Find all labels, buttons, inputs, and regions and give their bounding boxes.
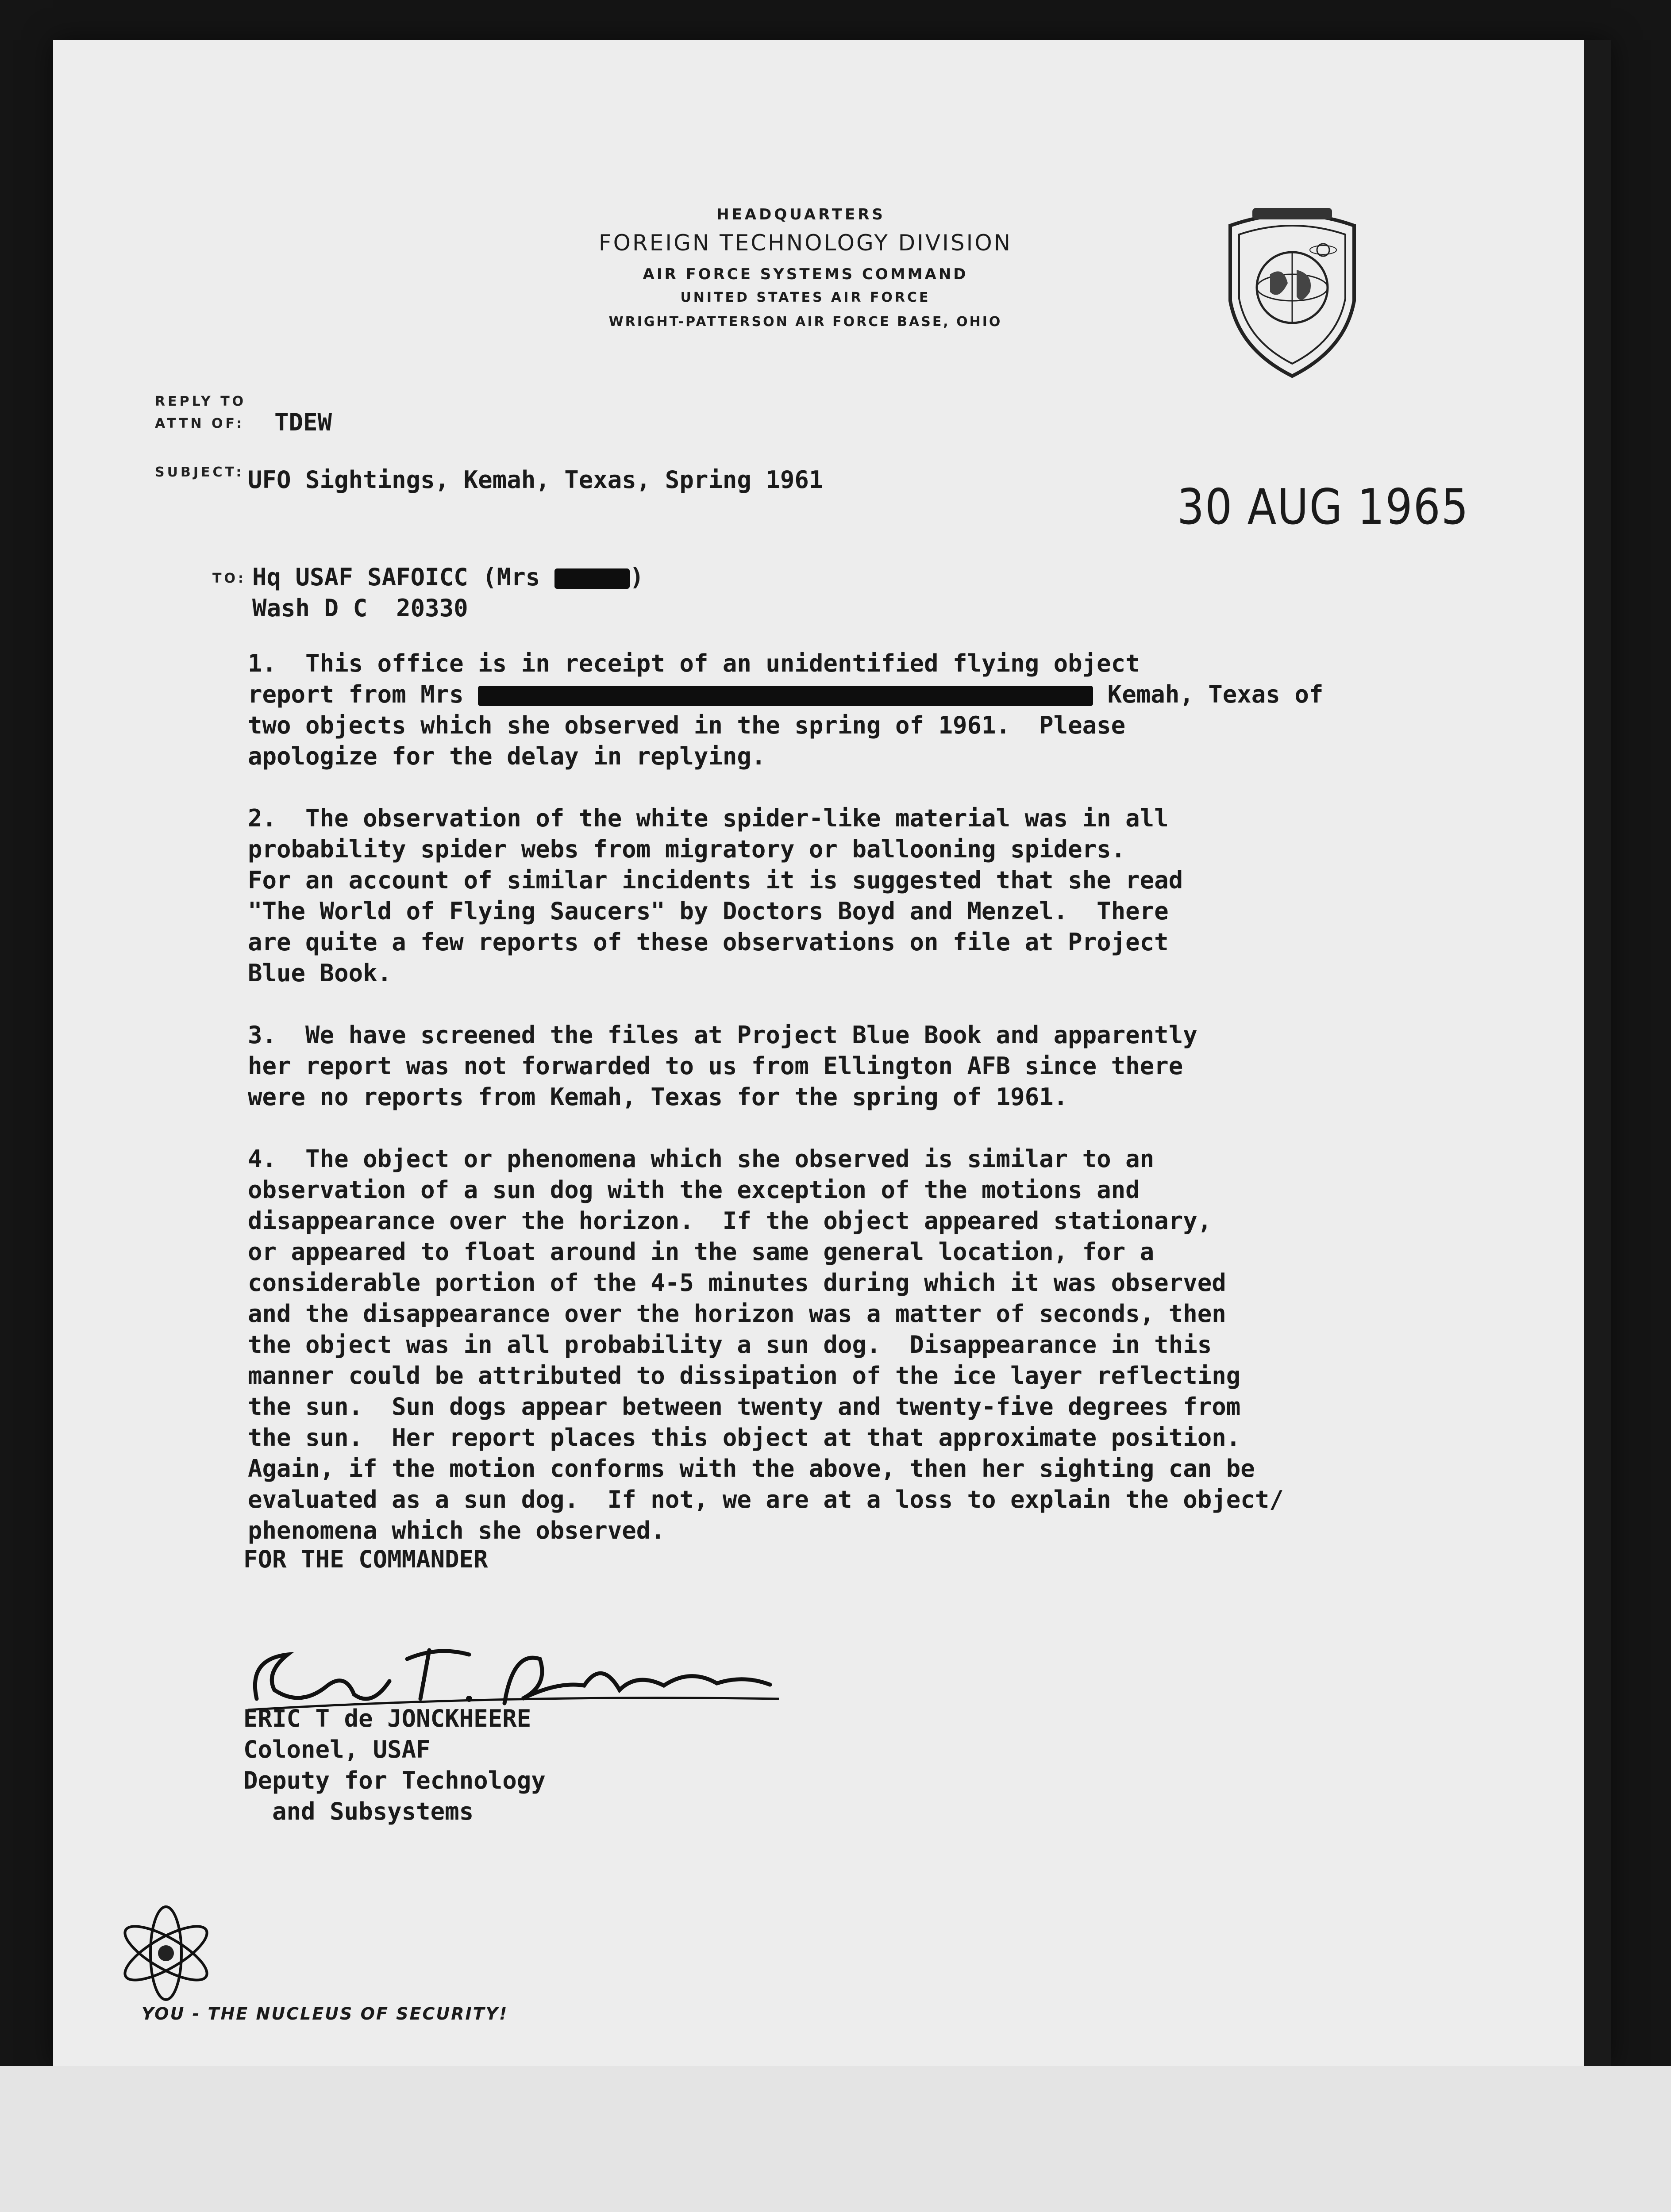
redaction-bar	[554, 568, 630, 589]
paragraph-line: disappearance over the horizon. If the object appeared stationary,	[248, 1207, 1212, 1235]
for-the-commander: FOR THE COMMANDER	[243, 1545, 488, 1573]
letterhead-command: AIR FORCE SYSTEMS COMMAND	[643, 265, 968, 283]
date-stamp: 30 AUG 1965	[1177, 478, 1469, 536]
reply-to-label: REPLY TO	[155, 394, 246, 409]
paragraph-line: the sun. Sun dogs appear between twenty and twenty-five degrees from	[248, 1393, 1241, 1421]
letterhead-address: WRIGHT-PATTERSON AIR FORCE BASE, OHIO	[608, 314, 1002, 330]
division-seal-icon	[1213, 199, 1372, 385]
letterhead-division: FOREIGN TECHNOLOGY DIVISION	[598, 230, 1013, 256]
paragraph-line: manner could be attributed to dissipation of the ice layer reflecting	[248, 1362, 1241, 1390]
paragraph-line: 1. This office is in receipt of an unidentified flying object	[248, 649, 1140, 677]
paragraph-line: "The World of Flying Saucers" by Doctors Boyd and Menzel. There	[248, 897, 1169, 925]
scan-background	[0, 2066, 1671, 2212]
paragraph-line: 2. The observation of the white spider-like material was in all	[248, 804, 1169, 832]
paragraph-fragment: Kemah, Texas of	[1093, 680, 1324, 708]
paragraph-line: considerable portion of the 4-5 minutes during which it was observed	[248, 1269, 1226, 1297]
to-line1-end: )	[629, 563, 644, 591]
paragraph-line: the object was in all probability a sun dog. Disappearance in this	[248, 1331, 1212, 1359]
paragraph-line: two objects which she observed in the spring of 1961. Please	[248, 711, 1126, 739]
signer-title: Deputy for Technology	[243, 1767, 546, 1794]
atom-icon	[115, 1902, 217, 2004]
film-edge	[1584, 40, 1611, 2066]
paragraph-line: Blue Book.	[248, 959, 392, 987]
to-city: Wash D C 20330	[252, 594, 468, 622]
paragraph-line: the sun. Her report places this object at that approximate position.	[248, 1424, 1241, 1452]
to-line1: Hq USAF SAFOICC (Mrs	[252, 563, 554, 591]
paragraph-line: are quite a few reports of these observations on file at Project	[248, 928, 1169, 956]
paragraph-line: For an account of similar incidents it is suggested that she read	[248, 866, 1183, 894]
letterhead-headquarters: HEADQUARTERS	[716, 206, 886, 223]
paragraph-line: phenomena which she observed.	[248, 1517, 665, 1544]
paragraph-line: were no reports from Kemah, Texas for the spring of 1961.	[248, 1083, 1068, 1111]
paragraph-1	[248, 648, 1421, 772]
letterhead-service: UNITED STATES AIR FORCE	[680, 290, 931, 305]
letter-page	[53, 40, 1611, 2066]
signature-block	[243, 1703, 546, 1827]
paragraph-line: and the disappearance over the horizon was a matter of seconds, then	[248, 1300, 1226, 1328]
paragraph-line: probability spider webs from migratory or ballooning spiders.	[248, 835, 1126, 863]
attn-of-label: ATTN OF:	[155, 416, 245, 431]
subject-label: SUBJECT:	[155, 465, 244, 480]
paragraph-line: 3. We have screened the files at Project Blue Book and apparently	[248, 1021, 1197, 1049]
paragraph-line: 4. The object or phenomena which she observed is similar to an	[248, 1145, 1155, 1173]
paragraph-line: evaluated as a sun dog. If not, we are at a loss to explain the object/	[248, 1486, 1284, 1513]
paragraph-line: Again, if the motion conforms with the above, then her sighting can be	[248, 1455, 1255, 1482]
paragraph-line: observation of a sun dog with the exception of the motions and	[248, 1176, 1140, 1204]
signer-title-cont: and Subsystems	[243, 1797, 474, 1825]
signer-name: ERIC T de JONCKHEERE	[243, 1705, 531, 1732]
footer-motto: YOU - THE NUCLEUS OF SECURITY!	[142, 2004, 508, 2024]
paragraph-line: apologize for the delay in replying.	[248, 742, 766, 770]
paragraph-2	[248, 803, 1421, 989]
subject-value: UFO Sightings, Kemah, Texas, Spring 1961	[248, 466, 824, 494]
paragraph-3	[248, 1020, 1421, 1113]
to-addressee	[252, 562, 644, 593]
attn-of-value: TDEW	[274, 408, 332, 436]
paragraph-4	[248, 1144, 1421, 1546]
paragraph-line: her report was not forwarded to us from Ellington AFB since there	[248, 1052, 1183, 1080]
signer-rank: Colonel, USAF	[243, 1736, 431, 1763]
paragraph-fragment: report from Mrs	[248, 680, 478, 708]
to-label: TO:	[212, 571, 246, 586]
redaction-bar	[478, 686, 1093, 706]
paragraph-line: or appeared to float around in the same general location, for a	[248, 1238, 1155, 1266]
paragraph-line-redacted	[248, 679, 1421, 710]
